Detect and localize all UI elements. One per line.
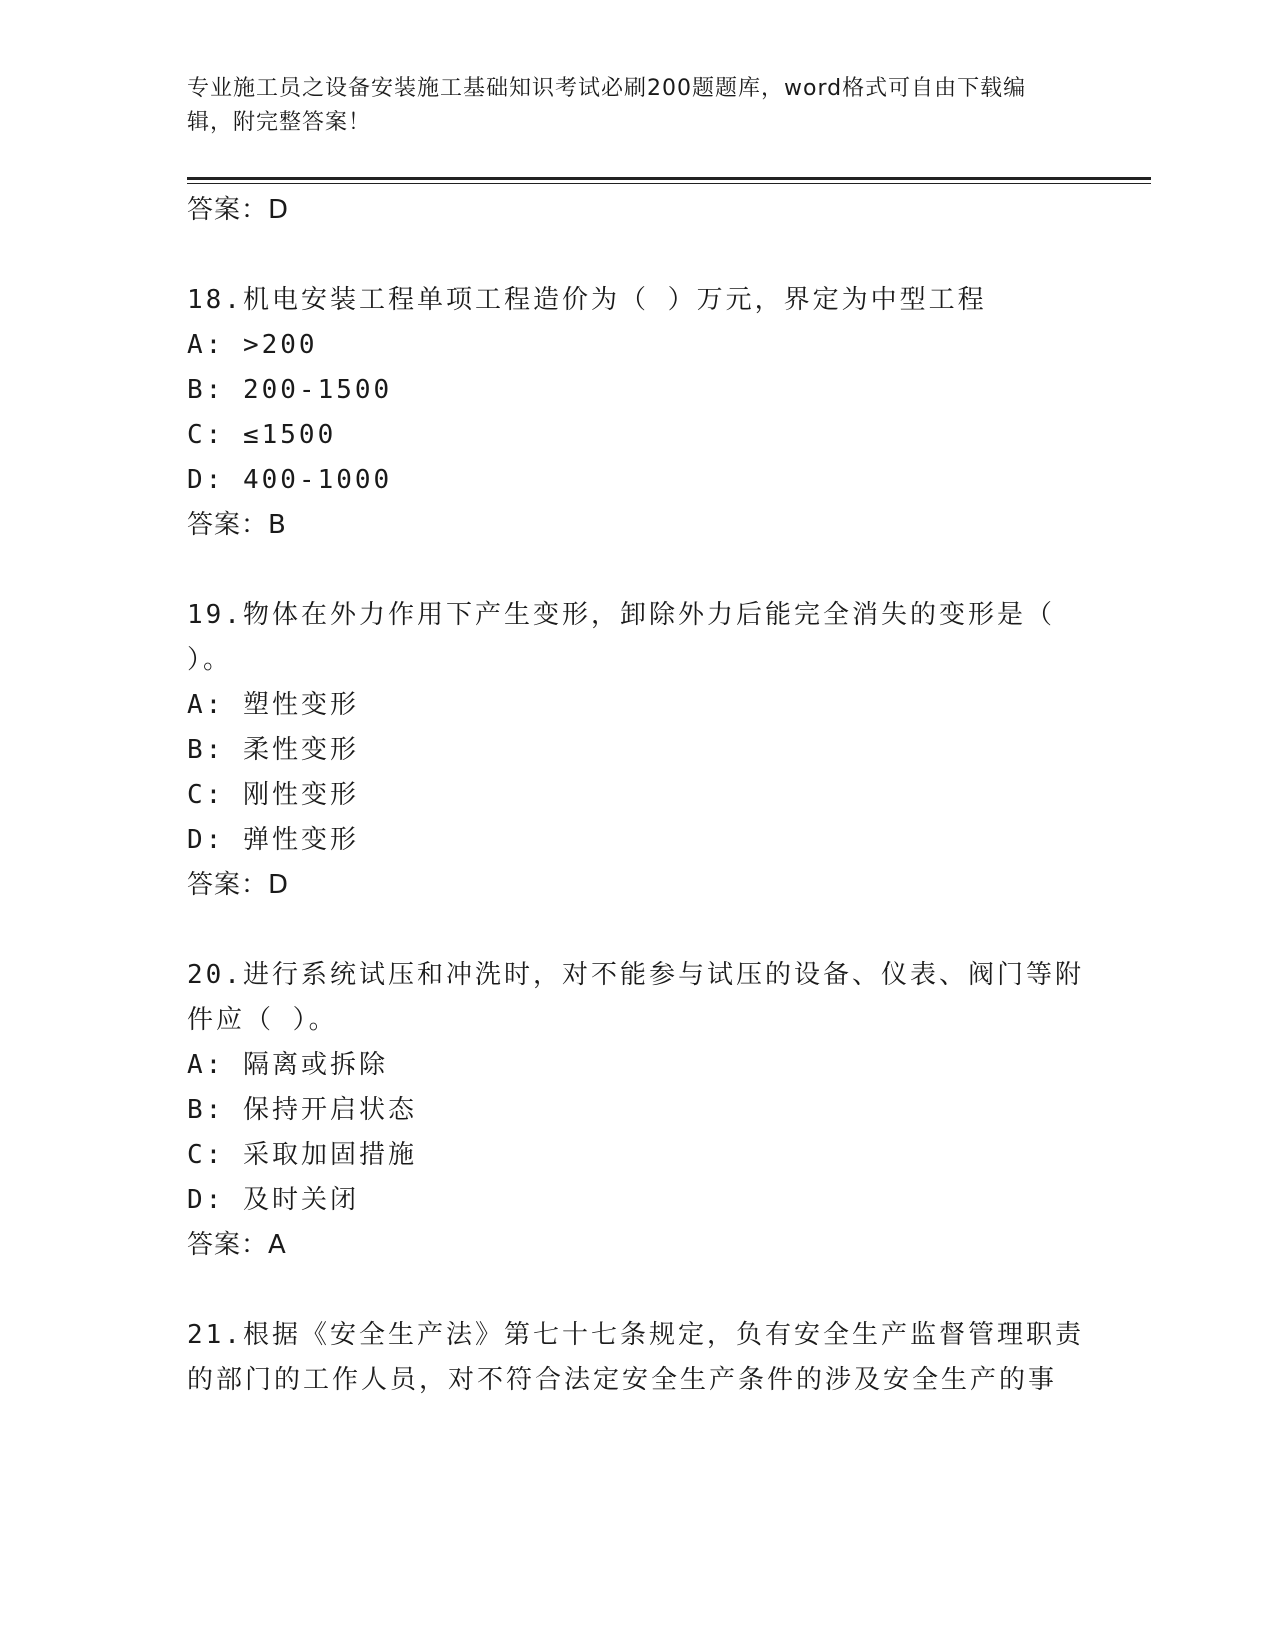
option-d: D: 及时关闭 xyxy=(187,1185,359,1215)
answer-line: 答案：A xyxy=(187,1230,287,1260)
option-a: A: 隔离或拆除 xyxy=(187,1050,388,1080)
option-c: C: 刚性变形 xyxy=(187,780,359,810)
option-d: D: 弹性变形 xyxy=(187,825,359,855)
page-header: 专业施工员之设备安装施工基础知识考试必刷200题题库，word格式可自由下载编辑，附完整答案！ xyxy=(187,76,1027,135)
header-divider-thin xyxy=(187,183,1151,184)
question-20 xyxy=(187,953,1087,1268)
option-b: B: 200-1500 xyxy=(187,375,393,405)
question-21 xyxy=(187,1313,1087,1403)
option-c: C: ≤1500 xyxy=(187,420,337,450)
option-c: C: 采取加固措施 xyxy=(187,1140,417,1170)
question-text: 21.根据《安全生产法》第七十七条规定，负有安全生产监督管理职责的部门的工作人员，对不符合法定安全生产条件的涉及安全生产的事 xyxy=(187,1320,1084,1395)
answer-line: 答案：D xyxy=(187,870,290,900)
answer-line: 答案：B xyxy=(187,510,287,540)
question-19 xyxy=(187,593,1087,908)
answer-line: 答案：D xyxy=(187,195,290,225)
option-d: D: 400-1000 xyxy=(187,465,393,495)
option-a: A: >200 xyxy=(187,330,318,360)
question-list xyxy=(187,188,1087,1403)
option-b: B: 保持开启状态 xyxy=(187,1095,417,1125)
question-text: 19.物体在外力作用下产生变形，卸除外力后能完全消失的变形是（ ）。 xyxy=(187,600,1055,675)
question-text: 18.机电安装工程单项工程造价为（ ）万元，界定为中型工程 xyxy=(187,285,987,315)
question-18 xyxy=(187,278,1087,548)
question-text: 20.进行系统试压和冲洗时，对不能参与试压的设备、仪表、阀门等附件应（ ）。 xyxy=(187,960,1084,1035)
header-divider-thick xyxy=(187,177,1151,180)
option-a: A: 塑性变形 xyxy=(187,690,359,720)
option-b: B: 柔性变形 xyxy=(187,735,359,765)
